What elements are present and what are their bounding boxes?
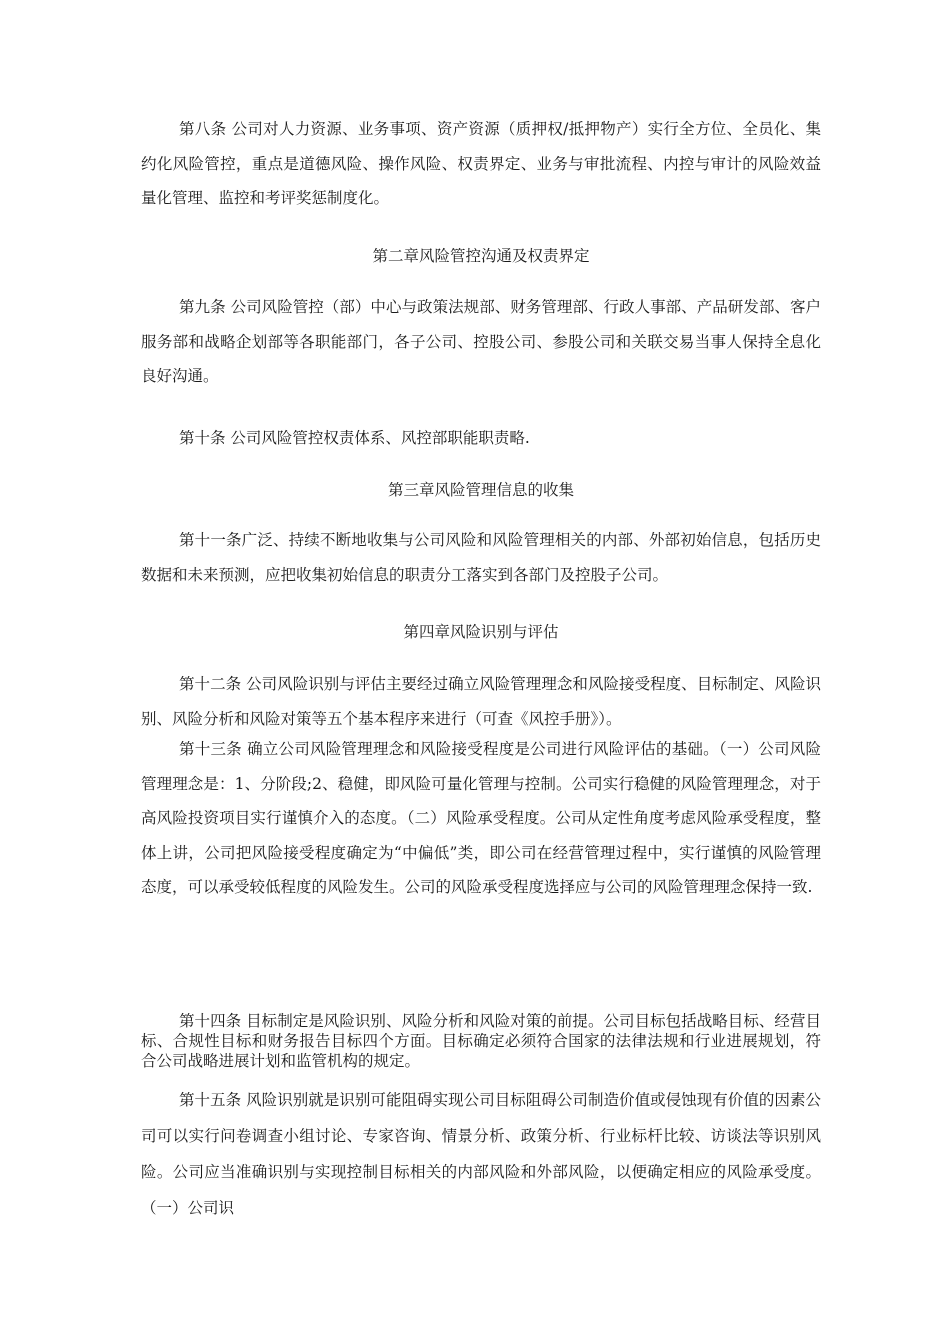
article-9: 第九条 公司风险管控（部）中心与政策法规部、财务管理部、行政人事部、产品研发部、客户服务部和战略企划部等各职能部门，各子公司、控股公司、参股公司和关联交易当事人保持全息化良好沟通。 — [141, 298, 821, 385]
article-8: 第八条 公司对人力资源、业务事项、资产资源（质押权/抵押物产）实行全方位、全员化、集约化风险管控，重点是道德风险、操作风险、权责界定、业务与审批流程、内控与审计的风险效益量化管理、监控和考评奖惩制度化。 — [141, 120, 821, 207]
chapter-3-heading: 第三章风险管理信息的收集 — [387, 481, 574, 499]
article-14: 第十四条 目标制定是风险识别、风险分析和风险对策的前提。公司目标包括战略目标、经营目标、合规性目标和财务报告目标四个方面。目标确定必须符合国家的法律法规和行业进展规划，符合公司战略进展计划和监管机构的规定。 — [141, 1012, 821, 1070]
article-13: 第十三条 确立公司风险管理理念和风险接受程度是公司进行风险评估的基础。（一）公司风险管理理念是：1、分阶段;2、稳健，即风险可量化管理与控制。公司实行稳健的风险管理理念，对于高风险投资项目实行谨慎介入的态度。（二）风险承受程度。公司从定性角度考虑风险承受程度，整体上讲，公司把风险接受程度确定为“中偏低”类，即公司在经营管理过程中，实行谨慎的风险管理态度，可以承受较低程度的风险发生。公司的风险承受程度选择应与公司的风险管理理念保持一致. — [141, 740, 821, 896]
article-11: 第十一条广泛、持续不断地收集与公司风险和风险管理相关的内部、外部初始信息，包括历史数据和未来预测，应把收集初始信息的职责分工落实到各部门及控股子公司。 — [141, 531, 821, 584]
article-15: 第十五条 风险识别就是识别可能阻碍实现公司目标阻碍公司制造价值或侵蚀现有价值的因素公司可以实行问卷调查小组讨论、专家咨询、情景分析、政策分析、行业标杆比较、访谈法等识别风险。公司应当准确识别与实现控制目标相关的内部风险和外部风险，以便确定相应的风险承受度。（一）公司识 — [141, 1091, 821, 1217]
article-10: 第十条 公司风险管控权责体系、风控部职能职责略. — [179, 429, 530, 447]
chapter-2-heading: 第二章风险管控沟通及权责界定 — [372, 247, 590, 265]
chapter-4-heading: 第四章风险识别与评估 — [403, 623, 559, 641]
article-12: 第十二条 公司风险识别与评估主要经过确立风险管理理念和风险接受程度、目标制定、风险识别、风险分析和风险对策等五个基本程序来进行（可查《风控手册》）。 — [141, 675, 821, 728]
